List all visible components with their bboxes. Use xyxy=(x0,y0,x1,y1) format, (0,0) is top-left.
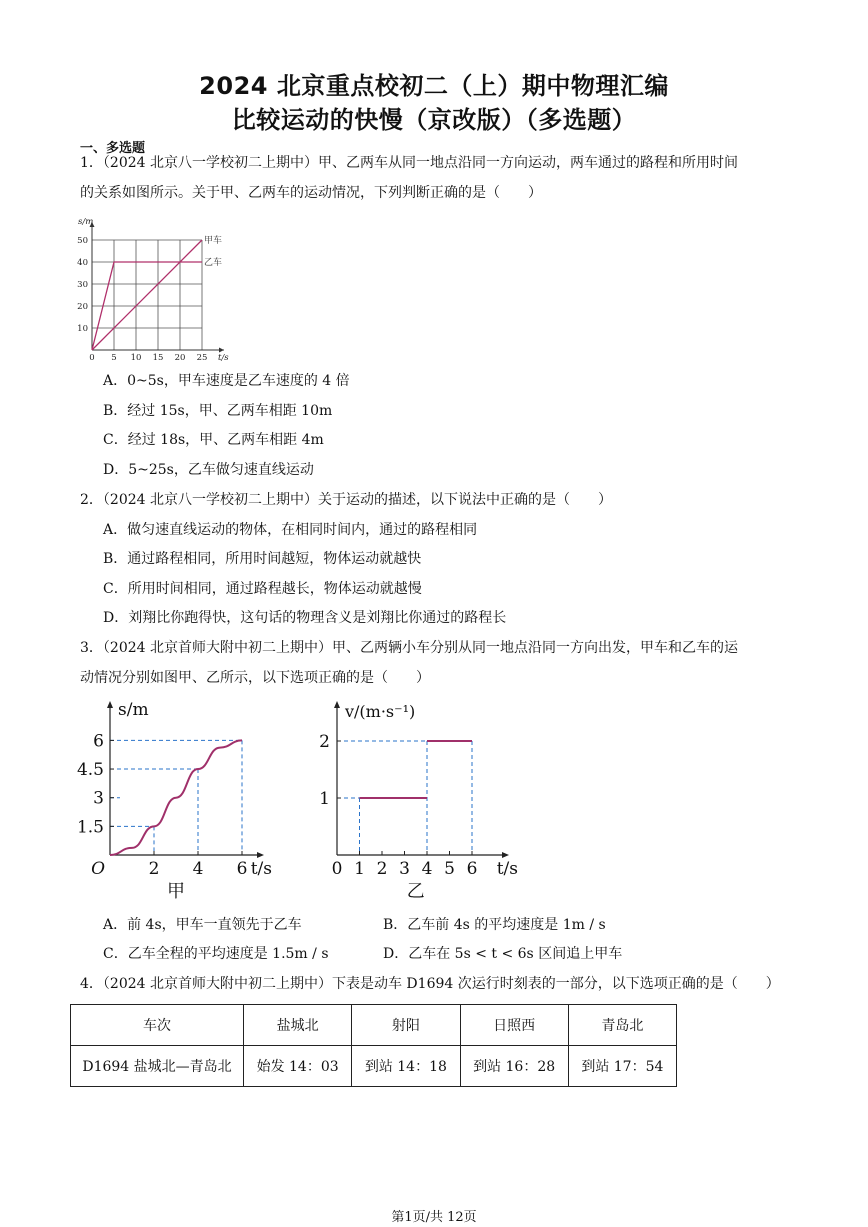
question-1-line-1: 1．（2024 北京八一学校初二上期中）甲、乙两车从同一地点沿同一方向运动，两车通过的路程和所用时间 xyxy=(80,155,738,171)
x-axis-arrow xyxy=(502,852,509,858)
x-tick-label: 3 xyxy=(399,859,410,879)
q3-chart-jia xyxy=(76,695,272,905)
page-subtitle: 比较运动的快慢（京改版）（多选题） xyxy=(231,106,637,134)
q1-option-a: A．0~5s，甲车速度是乙车速度的 4 倍 xyxy=(103,373,350,389)
timetable xyxy=(70,1004,677,1087)
y-tick-label: 50 xyxy=(77,236,88,246)
y-tick-label: 3 xyxy=(93,788,104,809)
q3-option-d: D．乙车在 5s < t < 6s 区间追上甲车 xyxy=(383,946,623,962)
origin-label: O xyxy=(91,859,105,879)
x-axis-label: t/s xyxy=(218,353,229,363)
timetable-header-cell: 射阳 xyxy=(352,1005,460,1046)
question-4-line-1: 4．（2024 北京首师大附中初二上期中）下表是动车 D1694 次运行时刻表的一部分，以下选项正确的是（ ） xyxy=(80,976,780,992)
y-tick-label: 40 xyxy=(77,258,88,268)
y-axis-label: s/m xyxy=(78,217,94,227)
q2-option-c: C．所用时间相同，通过路程越长，物体运动就越慢 xyxy=(103,581,422,597)
y-tick-label: 30 xyxy=(77,280,88,290)
q2-option-d: D．刘翔比你跑得快，这句话的物理含义是刘翔比你通过的路程长 xyxy=(103,610,507,626)
x-tick-label: 6 xyxy=(466,859,478,879)
jia-chart-series xyxy=(110,740,242,855)
timetable-header-cell: 青岛北 xyxy=(568,1005,676,1046)
question-2-line-1: 2．（2024 北京八一学校初二上期中）关于运动的描述，以下说法中正确的是（ ） xyxy=(80,492,612,508)
q3-option-c: C．乙车全程的平均速度是 1.5m / s xyxy=(103,946,329,962)
y-tick-label: 10 xyxy=(77,324,88,334)
series-label: 乙车 xyxy=(204,258,223,268)
y-axis-label: s/m xyxy=(118,700,149,720)
x-axis-arrow xyxy=(219,348,224,353)
page-footer: 第1页/共 12页 xyxy=(391,1210,477,1225)
timetable-header-cell: 盐城北 xyxy=(244,1005,352,1046)
jia-curve xyxy=(110,740,242,855)
chart-title: 乙 xyxy=(406,881,425,902)
x-axis-arrow xyxy=(257,852,264,858)
y-axis-label: v/(m·s⁻¹) xyxy=(345,702,416,721)
timetable-header-cell: 日照西 xyxy=(460,1005,568,1046)
y-tick-label: 2 xyxy=(319,732,330,752)
q2-option-a: A．做匀速直线运动的物体，在相同时间内，通过的路程相同 xyxy=(103,522,478,538)
timetable-cell: 到站 17：54 xyxy=(568,1046,676,1087)
x-tick-label: 2 xyxy=(376,859,388,879)
q3-option-a: A．前 4s，甲车一直领先于乙车 xyxy=(103,917,302,933)
y-tick-label: 6 xyxy=(93,731,104,752)
timetable-cell: 到站 14：18 xyxy=(352,1046,460,1087)
x-tick-label: 1 xyxy=(354,859,365,879)
question-3-line-1: 3．（2024 北京首师大附中初二上期中）甲、乙两辆小车分别从同一地点沿同一方向出发，甲车和乙车的运 xyxy=(80,640,738,656)
jia-chart-labels xyxy=(77,700,272,902)
jia-chart-axes xyxy=(107,701,264,858)
x-tick-label: 20 xyxy=(174,353,186,363)
question-3-line-2: 动情况分别如图甲、乙所示，以下选项正确的是（ ） xyxy=(80,670,430,686)
q1-option-b: B．经过 15s，甲、乙两车相距 10m xyxy=(103,403,333,419)
x-tick-label: 5 xyxy=(444,859,455,879)
x-tick-label: 2 xyxy=(148,859,160,879)
q2-option-b: B．通过路程相同，所用时间越短，物体运动就越快 xyxy=(103,551,422,567)
y-tick-label: 4.5 xyxy=(76,760,104,781)
y-tick-label: 1 xyxy=(319,789,330,809)
x-tick-label: 4 xyxy=(421,859,433,879)
page-title: 2024 北京重点校初二（上）期中物理汇编 xyxy=(199,72,669,100)
series-line-1 xyxy=(92,240,202,350)
section-heading: 一、多选题 xyxy=(80,141,146,156)
question-1-line-2: 的关系如图所示。关于甲、乙两车的运动情况，下列判断正确的是（ ） xyxy=(80,185,542,201)
yi-chart-axes xyxy=(334,701,509,858)
q1-option-d: D．5~25s，乙车做匀速直线运动 xyxy=(103,462,314,478)
timetable-cell: 到站 16：28 xyxy=(460,1046,568,1087)
chart-title: 甲 xyxy=(167,881,185,902)
y-axis-arrow xyxy=(334,701,340,708)
q1-chart-series xyxy=(92,240,202,350)
x-tick-label: 0 xyxy=(89,353,95,363)
q3-option-b: B．乙车前 4s 的平均速度是 1m / s xyxy=(383,917,606,933)
timetable-cell: 始发 14：03 xyxy=(244,1046,352,1087)
x-tick-label: 25 xyxy=(196,353,208,363)
x-axis-label: t/s xyxy=(496,859,518,879)
x-tick-label: 6 xyxy=(236,859,248,879)
yi-chart-labels xyxy=(319,702,518,902)
timetable-header-cell: 车次 xyxy=(71,1005,244,1046)
timetable-header-row xyxy=(71,1005,677,1046)
timetable-row xyxy=(71,1046,677,1087)
x-tick-label: 15 xyxy=(152,353,164,363)
x-tick-label: 5 xyxy=(111,353,117,363)
x-tick-label: 10 xyxy=(130,353,142,363)
y-axis-arrow xyxy=(107,701,113,708)
y-tick-label: 1.5 xyxy=(76,817,104,838)
q1-chart xyxy=(70,210,240,370)
x-tick-label: 4 xyxy=(192,859,204,879)
y-tick-label: 20 xyxy=(77,302,88,312)
series-label: 甲车 xyxy=(204,236,223,246)
yi-chart-series xyxy=(360,741,473,798)
q3-chart-yi xyxy=(320,695,525,905)
x-tick-label: 0 xyxy=(331,859,343,879)
x-axis-label: t/s xyxy=(250,859,272,879)
q1-option-c: C．经过 18s，甲、乙两车相距 4m xyxy=(103,432,324,448)
timetable-cell: D1694 盐城北—青岛北 xyxy=(71,1046,244,1087)
